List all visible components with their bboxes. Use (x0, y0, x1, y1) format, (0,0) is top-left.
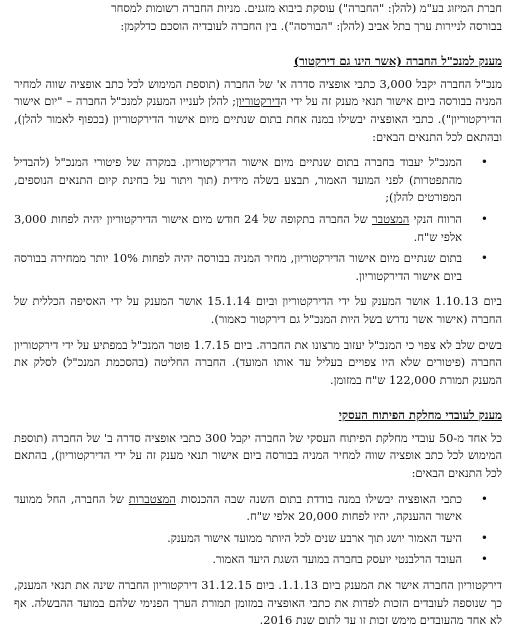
accumulated-term: המצטבר (372, 211, 410, 226)
bullet-icon: • (480, 211, 488, 226)
list-item: • היעד האמור יושג תוך ארבע שנים לכל היותר ממועד אישור המענק. (14, 530, 502, 548)
bullet-icon: • (480, 491, 488, 506)
list-item: • בתום שנתיים מיום אישור הדירקטוריון, מחיר המניה בבורסה יהיה לפחות 10% יותר ממחירה בבורסה ביום אישור הדירקטוריון. (14, 251, 488, 283)
bizdev-conditions-list (14, 491, 502, 569)
bullet-icon: • (480, 530, 488, 545)
ceo-conditions-list (14, 154, 502, 285)
bizdev-approval-paragraph: דירקטוריון החברה אישר את המענק ביום 1.1.13. ביום 31.12.15 דירקטוריון החברה שינה את תנאי המענק, כך שנוספה לעובדים הזכות לפדות את כתבי האופציה במזומן תמורת הערך הפנימי שלהם במועד ההבשלה. אף לא אחד מהעובדים מימש זכות זו עד לתום שנת 2016. (14, 578, 502, 628)
bullet-icon: • (480, 552, 488, 567)
list-item: • העובד הרלבנטי יועסק בחברה במועד השגת היעד האמור. (14, 551, 502, 569)
accumulated-revenue-term: המצטברות (128, 491, 176, 506)
section-heading-bizdev-grant: מענק לעובדי מחלקת הפיתוח העסקי (338, 408, 502, 423)
ceo-approval-paragraph: ביום 1.10.13 אושר המענק על ידי הדירקטוריון וביום 15.1.14 אושר המענק על ידי האסיפה הכללית של החברה (אישור אשר נדרש בשל היות המנכ"ל גם דירקטור כאמור). (14, 294, 502, 326)
ceo-grant-intro (14, 76, 502, 146)
ceo-grant-intro-text: מנכ"ל החברה יקבל 3,000 כתבי אופציה סדרה א' של החברה (תוספת המימוש לכל כתב אופציה שווה למחיר המניה בבורסה ביום אישור תנאי מענק זה על ידי ה (14, 76, 502, 109)
bullet-icon: • (480, 251, 488, 266)
list-item: • המנכ"ל יעבוד בחברה בתום שנתיים מיום אישור הדירקטוריון. במקרה של פיטורי המנכ"ל (להבדיל מהתפטרות) לפני המועד האמור, תבצע בשלה מידית (תוך ויתור על בחינת קיום התנאים הנוספים, המפורטים להלן); (14, 155, 488, 205)
bullet-icon: • (480, 155, 488, 170)
list-item: • כתבי האופציה יבשילו במנה בודדת בתום השנה שבה ההכנסות המצטברות של החברה, החל ממועד אישור ההענקה, יהיו לפחות 20,000 אלפי ש"ח. (14, 491, 488, 524)
ceo-settlement-paragraph: בשים שלב לא צפוי כי המנכ"ל יעזוב מרצונו את החברה. ביום 1.7.15 פוטר המנכ"ל במפתיע על ידי דירקטוריון החברה (פיטורים שלא היו צפויים בעליל עד אותו המועד). החברה החליטה (בהסכמת המנכ"ל) לסלק את המענק תמורת 122,000 ש"ח במזומן. (14, 337, 503, 387)
list-item: • הרווח הנקי המצטבר של החברה בתקופה של 24 חודש מיום אישור הדירקטוריון יהיה לפחות 3,000 אלפי ש"ח. (14, 211, 488, 244)
intro-line-2: בבורסה לניירות ערך בתל אביב (להלן: "הבורסה"). בין החברה לעובדיה הוסכם כדלקמן: (120, 18, 502, 33)
ceo-grant-intro-rest: ; להלן לענייו המענק למנכ"ל החברה – "יום אישור הדירקטוריון"). כתבי האופציה יבשילו במנה אחת בתום שנתיים מיום אישור הדירקטוריון (בכפוף לאמור להלן), ובהתאם לכל התנאים הבאים: (14, 94, 502, 144)
section-heading-ceo-grant: מענק למנכ"ל החברה (אשר הינו גם דירקטור) (293, 54, 502, 69)
bizdev-grant-intro: כל אחד מ-50 עובדי מחלקת הפיתוח העסקי של החברה יקבל 300 כתבי אופציה סדרה ב' של החברה (תוספת המימוש לכל כתב אופציה שווה למחיר המניה בבורסה ביום אישור תנאי מענק זה על ידי הדירקטוריון), בהתאם לכל התנאים הבאים: (14, 430, 502, 481)
board-term: דירקטוריון (235, 94, 281, 109)
intro-line-1: חברת המיזוג בע"מ (להלן: "החברה") עוסקת ביבוא מזגנים. מניות החברה רשומות למסחר (111, 1, 502, 15)
